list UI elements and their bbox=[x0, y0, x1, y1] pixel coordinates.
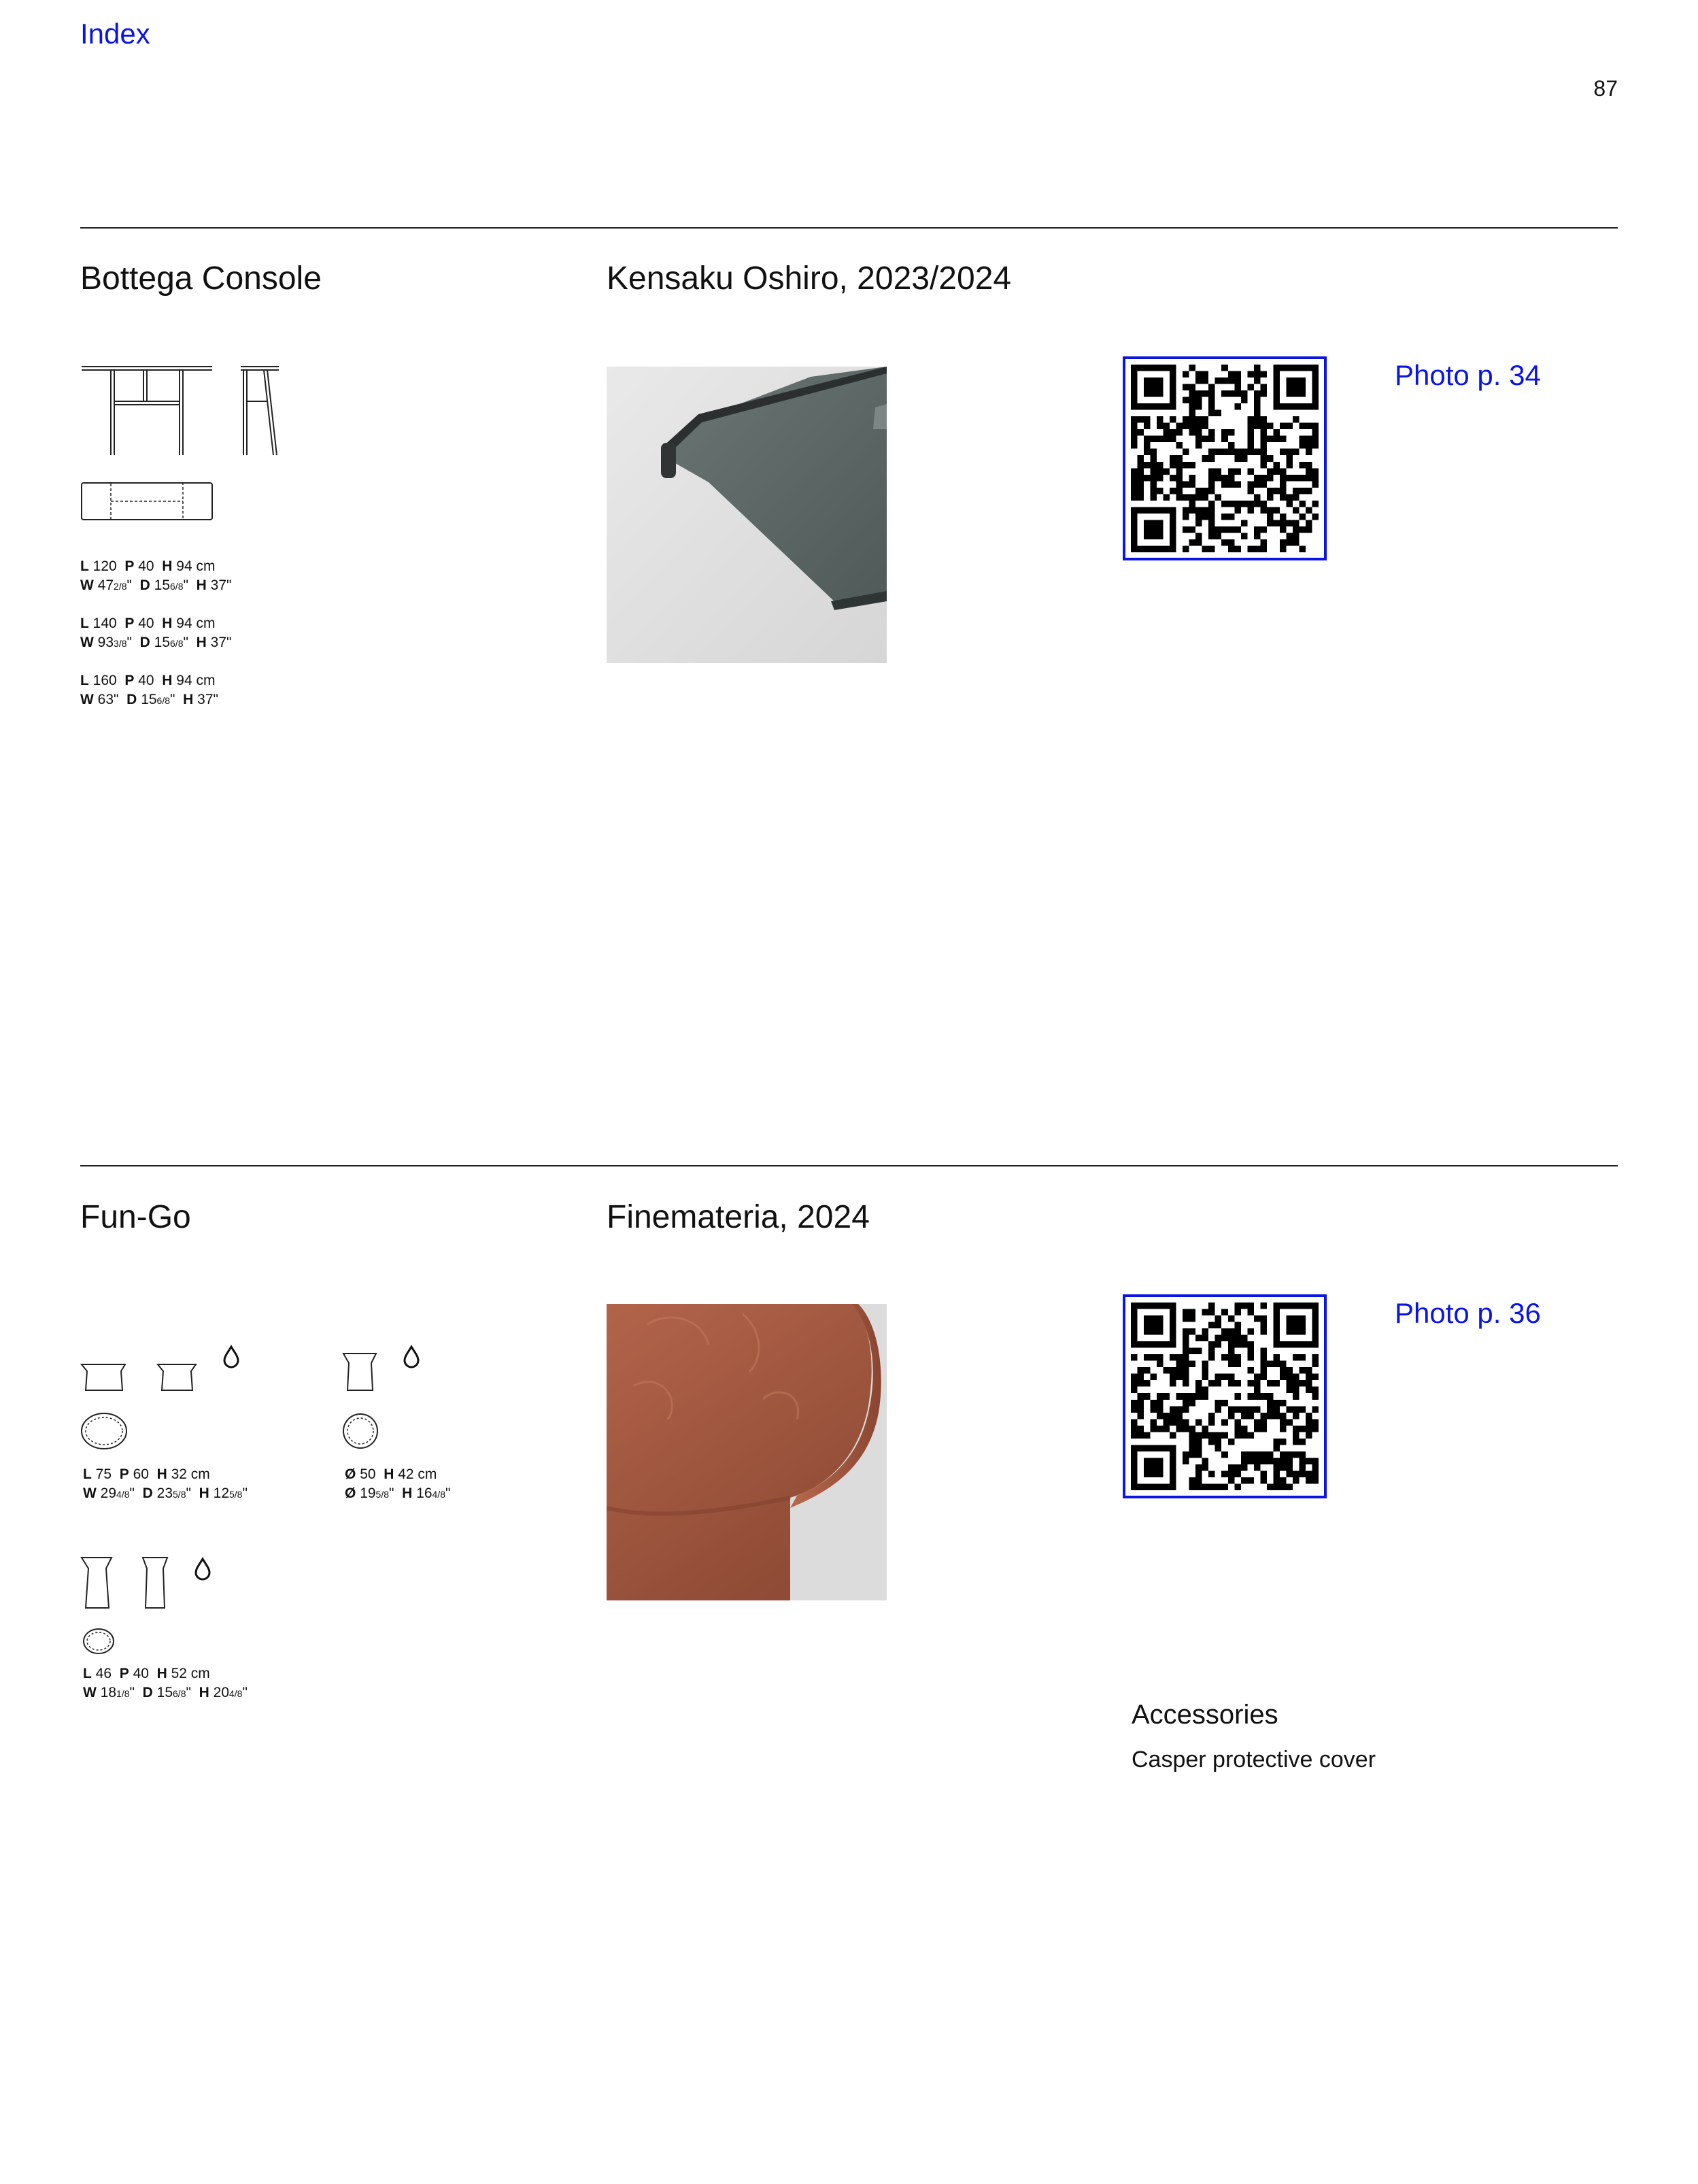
page-number: 87 bbox=[1593, 76, 1618, 101]
product-photo bbox=[607, 1304, 887, 1600]
console-front-drawing-icon bbox=[82, 367, 212, 455]
dimension-imperial: W 63" D 156/8" H 37" bbox=[80, 692, 218, 707]
fungo-low-table-drawings bbox=[80, 1340, 257, 1456]
dimension-group bbox=[80, 614, 231, 653]
product-photo bbox=[607, 367, 887, 663]
table-top-drawing-icon bbox=[84, 1629, 114, 1653]
table-front-drawing-icon bbox=[158, 1364, 196, 1390]
console-side-drawing-icon bbox=[241, 367, 279, 455]
console-top-drawing-icon bbox=[82, 483, 212, 520]
qr-code-icon[interactable] bbox=[1123, 356, 1327, 560]
dimension-imperial: W 294/8" D 235/8" H 125/8" bbox=[83, 1485, 248, 1501]
photo-page-link[interactable]: Photo p. 34 bbox=[1395, 359, 1541, 391]
table-front-drawing-icon bbox=[343, 1354, 376, 1390]
console-drawings bbox=[80, 364, 284, 527]
dimension-metric: L 75 P 60 H 32 cm bbox=[83, 1466, 210, 1482]
dimension-metric: L 140 P 40 H 94 cm bbox=[80, 616, 216, 631]
dimension-imperial: W 472/8" D 156/8" H 37" bbox=[80, 577, 232, 593]
fungo-tall-table-drawings bbox=[80, 1551, 230, 1656]
table-top-drawing-icon bbox=[82, 1413, 126, 1449]
dimension-metric: L 46 P 40 H 52 cm bbox=[83, 1666, 210, 1681]
table-top-drawing-icon bbox=[343, 1414, 377, 1448]
photo-page-link[interactable]: Photo p. 36 bbox=[1395, 1297, 1541, 1329]
water-drop-icon bbox=[405, 1347, 418, 1367]
dimension-metric: L 120 P 40 H 94 cm bbox=[80, 558, 216, 574]
qr-code-icon[interactable] bbox=[1123, 1294, 1327, 1498]
accessory-item: Casper protective cover bbox=[1132, 1747, 1376, 1773]
dimension-imperial: W 933/8" D 156/8" H 37" bbox=[80, 635, 232, 650]
dimension-group bbox=[83, 1465, 248, 1504]
water-drop-icon bbox=[224, 1347, 238, 1367]
section-divider bbox=[80, 1165, 1618, 1166]
table-front-drawing-icon bbox=[82, 1558, 112, 1608]
dimension-group bbox=[80, 671, 231, 710]
table-front-drawing-icon bbox=[143, 1558, 167, 1608]
dimension-imperial: W 181/8" D 156/8" H 204/8" bbox=[83, 1685, 248, 1700]
accessories-title: Accessories bbox=[1132, 1700, 1278, 1730]
product-name: Bottega Console bbox=[80, 261, 322, 297]
designer-year: Finemateria, 2024 bbox=[607, 1199, 870, 1235]
dimension-group bbox=[80, 557, 231, 596]
section-divider bbox=[80, 227, 1618, 229]
dimension-metric: L 160 P 40 H 94 cm bbox=[80, 673, 216, 688]
dimension-imperial: Ø 195/8" H 164/8" bbox=[345, 1485, 451, 1501]
designer-year: Kensaku Oshiro, 2023/2024 bbox=[607, 261, 1012, 297]
dimension-group bbox=[345, 1465, 450, 1504]
dimension-list bbox=[80, 557, 231, 728]
fungo-round-table-drawings bbox=[342, 1340, 430, 1456]
water-drop-icon bbox=[196, 1559, 209, 1579]
dimension-metric: Ø 50 H 42 cm bbox=[345, 1466, 437, 1482]
table-front-drawing-icon bbox=[82, 1364, 125, 1390]
dimension-group bbox=[83, 1664, 248, 1703]
product-name: Fun-Go bbox=[80, 1199, 191, 1235]
index-link[interactable]: Index bbox=[80, 18, 150, 50]
